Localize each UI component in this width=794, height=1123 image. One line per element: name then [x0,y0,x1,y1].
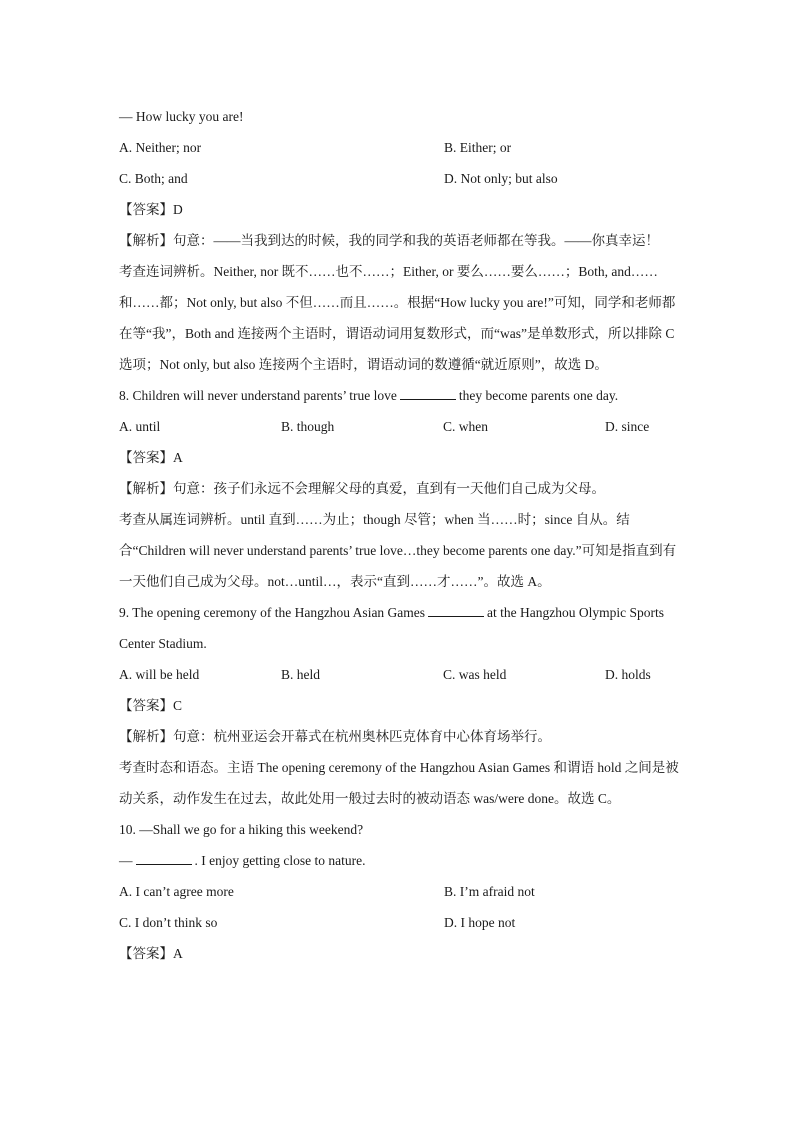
q8-explanation-1: 【解析】句意：孩子们永远不会理解父母的真爱，直到有一天他们自己成为父母。 [119,481,605,496]
q10-options-row-1 [119,876,679,907]
q9-question [119,597,679,659]
q7-option-b: B. Either; or [444,140,512,155]
q8-option-a: A. until [119,419,161,434]
q9-answer: 【答案】C [119,698,183,713]
document-content [119,101,679,969]
q9-option-d: D. holds [605,667,651,682]
q7-option-d: D. Not only; but also [444,171,558,186]
q10-answer: 【答案】A [119,946,183,961]
q7-explanation-1: 【解析】句意：——当我到达的时候，我的同学和我的英语老师都在等我。——你真幸运！ [119,233,659,248]
q10-question: 10. —Shall we go for a hiking this weekend? [119,822,364,837]
q7-option-c: C. Both; and [119,171,188,186]
dialogue-line: — How lucky you are! [119,109,244,124]
q8-blank [400,386,456,400]
q10-response [119,845,679,876]
q9-question-text: 9. The opening ceremony of the Hangzhou Asian Games [119,605,426,620]
q10-option-d: D. I hope not [444,915,516,930]
q7-options-row-1 [119,132,679,163]
q9-option-c: C. was held [443,667,507,682]
q8-question-tail: they become parents one day. [458,388,619,403]
q8-options [119,411,679,442]
q9-blank [428,603,484,617]
q10-dash: — [119,853,133,868]
q10-option-b: B. I’m afraid not [444,884,535,899]
q7-explanation-2: 考查连词辨析。Neither, nor 既不……也不……；Either, or 要么……要么……；Both, and……和……都；Not only, but also 不但……而且……。根据“How lucky you are!”可知，同学和老师都在等“我”，Both and 连接两个主语时，谓语动词用复数形式，而“was”是单数形式，所以排除 C 选项；Not only, but also 连接两个主语时，谓语动词的数遵循“就近原则”，故选 D。 [119,264,676,372]
q9-explanation-2: 考查时态和语态。主语 The opening ceremony of the Hangzhou Asian Games 和谓语 hold 之间是被动关系，动作发生在过去，故此处用一般过去时的被动语态 was/were done。故选 C。 [119,760,679,806]
q10-option-a: A. I can’t agree more [119,884,234,899]
q9-option-b: B. held [281,667,320,682]
q7-options-row-2 [119,163,679,194]
q8-option-d: D. since [605,419,650,434]
q8-option-c: C. when [443,419,488,434]
q8-option-b: B. though [281,419,335,434]
q9-explanation-1: 【解析】句意：杭州亚运会开幕式在杭州奥林匹克体育中心体育场举行。 [119,729,551,744]
q7-option-a: A. Neither; nor [119,140,202,155]
q8-question-text: 8. Children will never understand parents’ true love [119,388,397,403]
q9-option-a: A. will be held [119,667,200,682]
q10-response-tail: . I enjoy getting close to nature. [194,853,366,868]
q7-answer: 【答案】D [119,202,183,217]
q8-answer: 【答案】A [119,450,183,465]
q10-options-row-2 [119,907,679,938]
q9-question-tail: at the Hangzhou Olympic Sports Center Stadium. [119,605,665,651]
q10-option-c: C. I don’t think so [119,915,218,930]
q8-question [119,380,679,411]
q8-explanation-2: 考查从属连词辨析。until 直到……为止；though 尽管；when 当……时；since 自从。结合“Children will never understand parents’ true love…they become parents one day.”可知是指直到有一天他们自己成为父母。not…until…，表示“直到……才……”。故选 A。 [119,512,677,589]
q10-blank [136,851,192,865]
q9-options [119,659,679,690]
